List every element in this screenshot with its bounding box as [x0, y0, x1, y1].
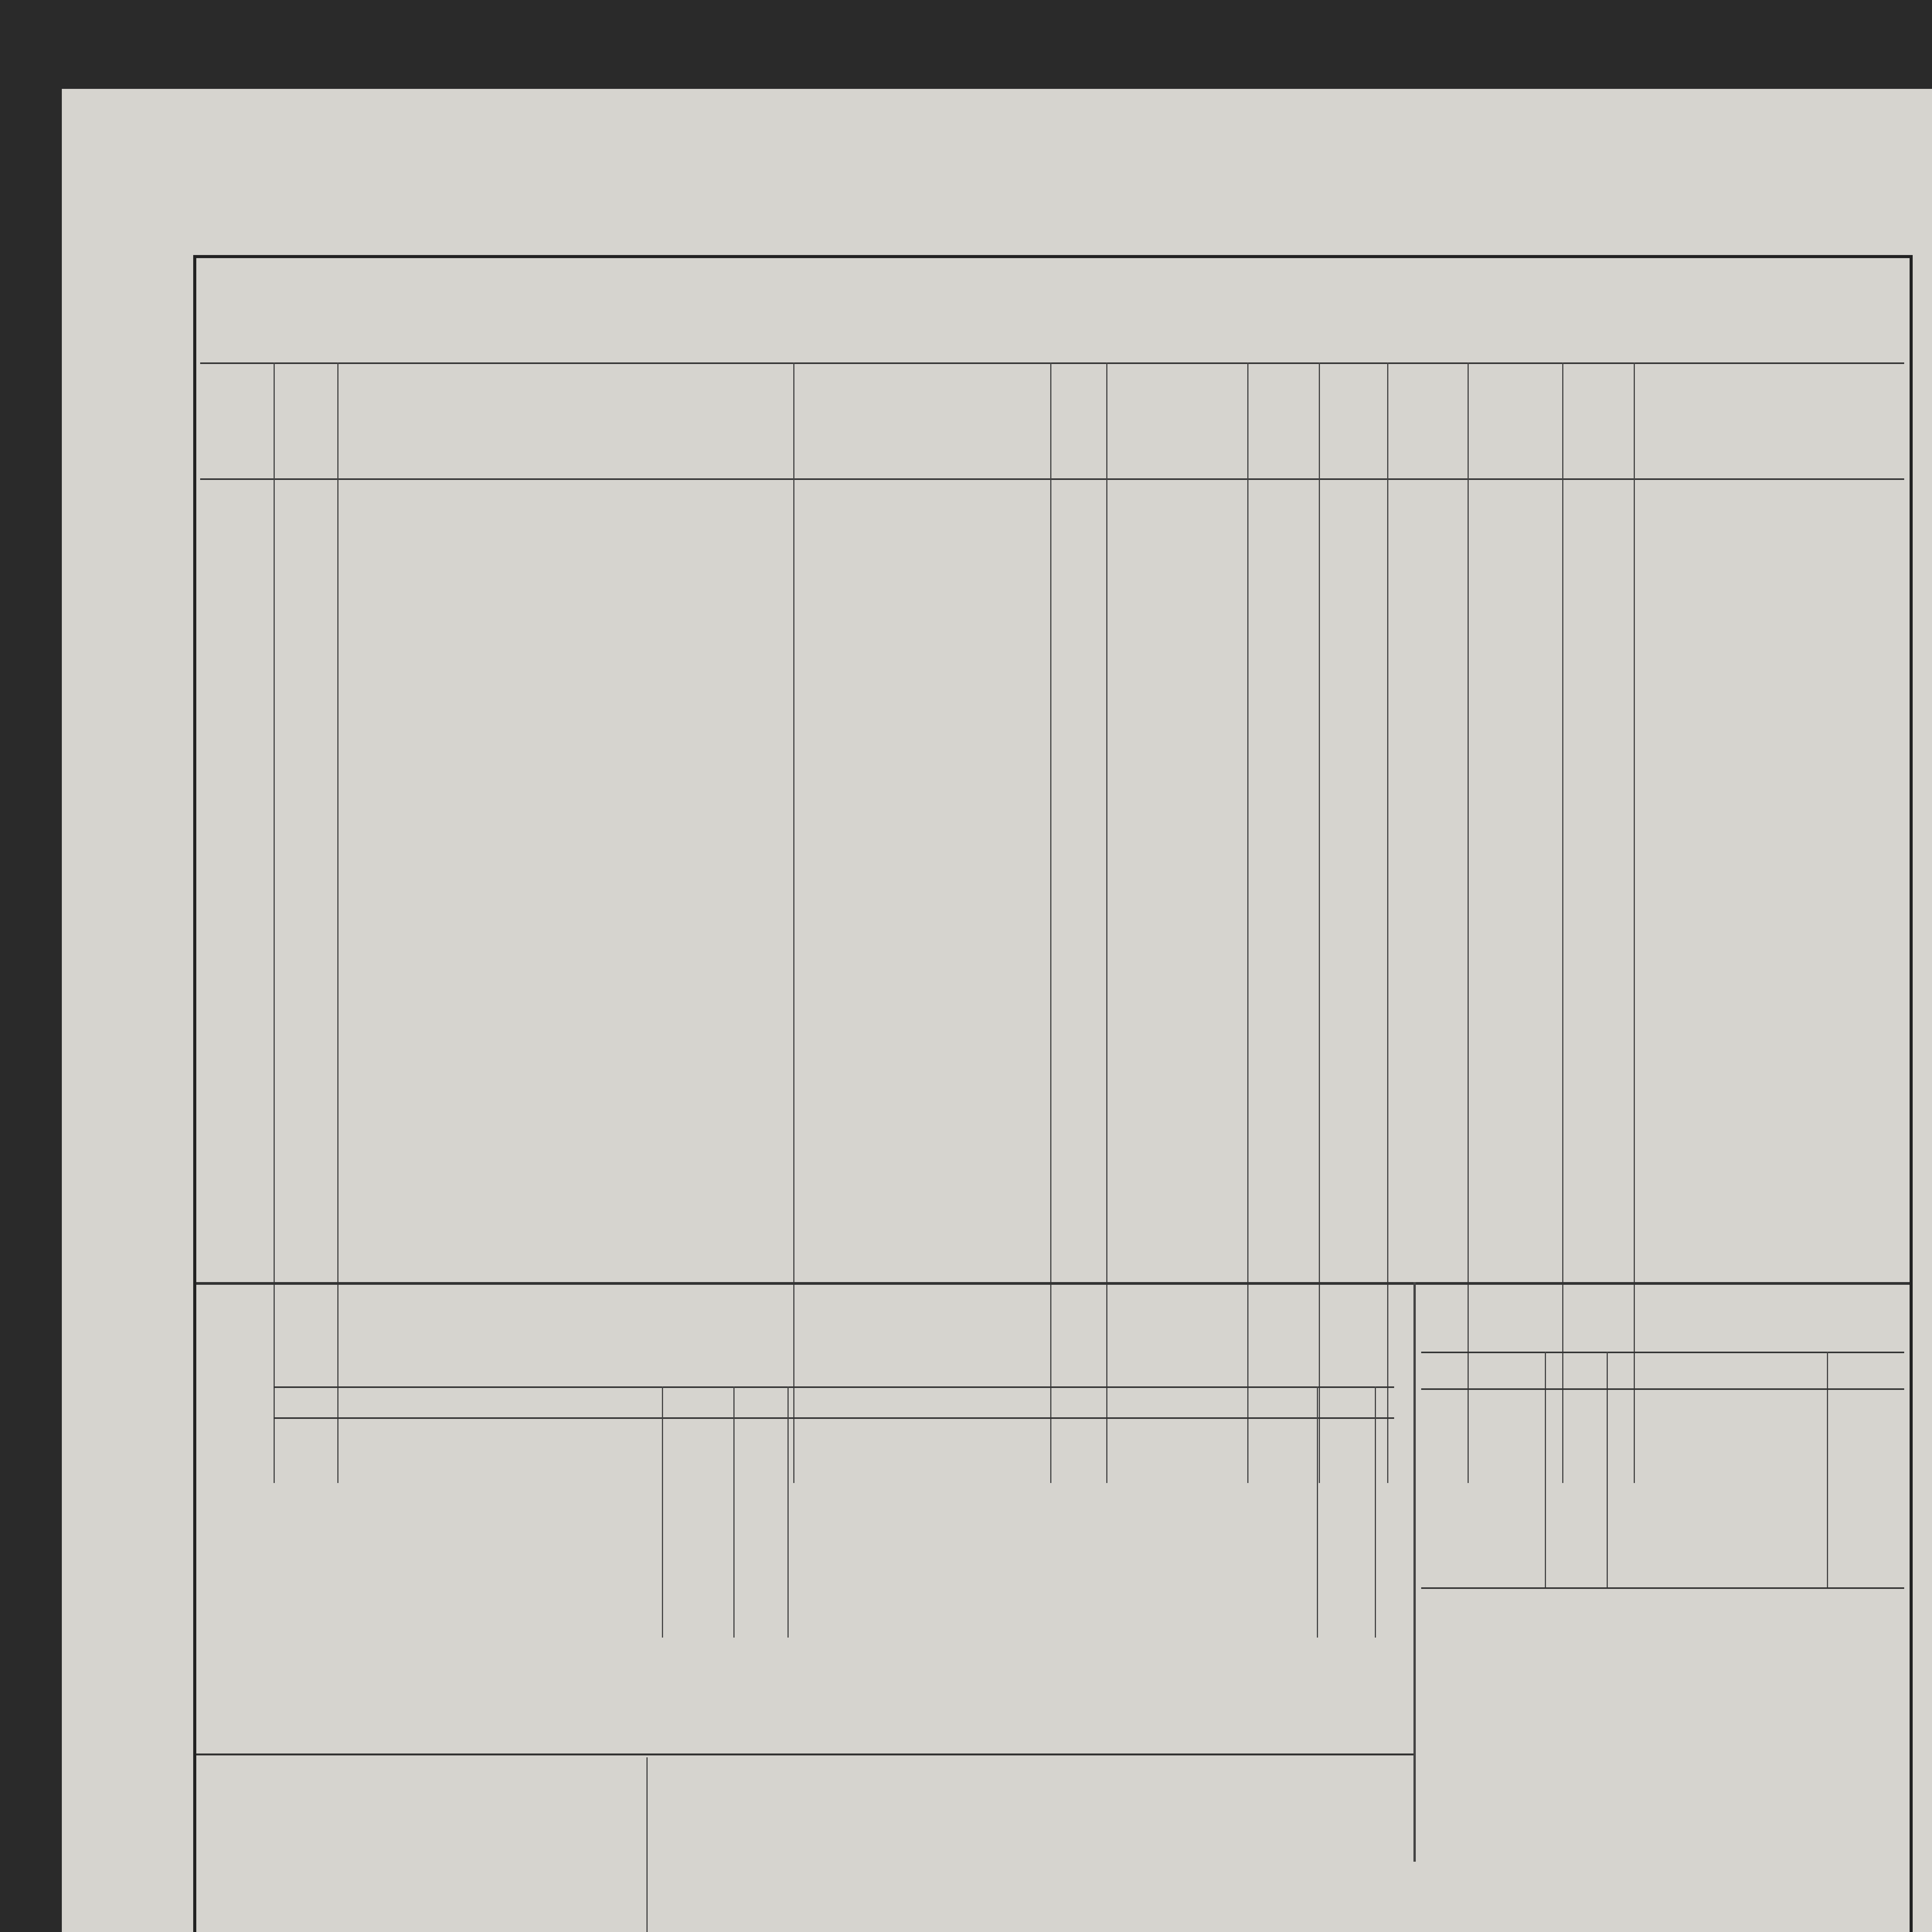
art26-section — [652, 1757, 1410, 1920]
cote-section — [196, 258, 1910, 1282]
demandees-section — [196, 1286, 1413, 1750]
art21-section — [254, 1757, 641, 1920]
commission-members — [1417, 1753, 1908, 1869]
page-frame — [193, 255, 1913, 1932]
